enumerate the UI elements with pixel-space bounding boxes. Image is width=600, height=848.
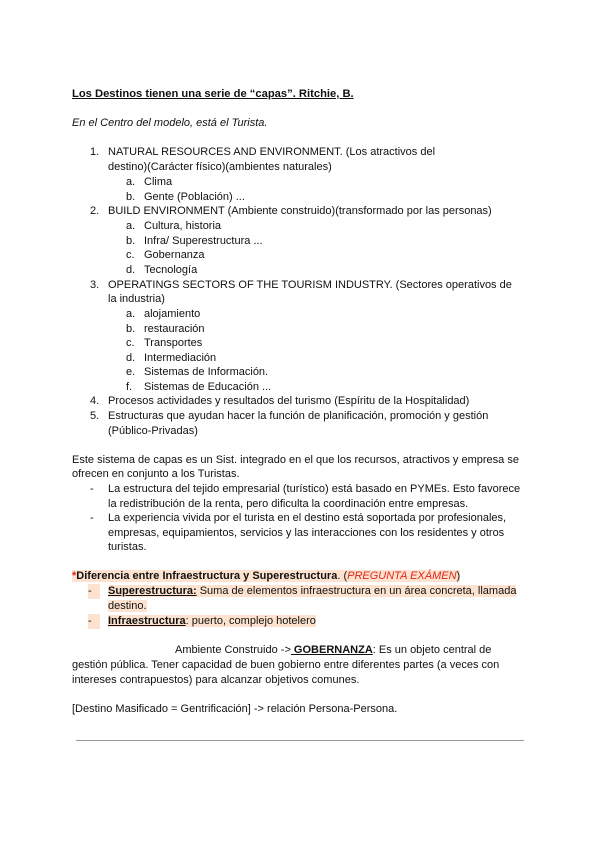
list-item-text: destino)(Carácter físico)(ambientes naturales) [108, 161, 332, 173]
list-item-text: (Público-Privadas) [108, 425, 198, 437]
sub-item-letter: b. [126, 235, 136, 247]
asterisk: * [72, 570, 77, 582]
sub-item-text: Sistemas de Información. [144, 366, 269, 378]
sub-item-letter: c. [126, 337, 135, 349]
bullet-mark: - [90, 483, 94, 495]
sub-item-text: Gente (Población) ... [144, 191, 245, 203]
bullet-text: La estructura del tejido empresarial (turístico) está basado en PYMEs. Esto favorece [108, 483, 521, 495]
sub-item-text: Cultura, historia [144, 220, 222, 232]
infraestructura-line [108, 614, 316, 629]
gobernanza-line-3: intereses contrapuestos) para alcanzar objetivos comunes. [72, 674, 360, 686]
list-item-text: BUILD ENVIRONMENT (Ambiente construido)(transformado por las personas) [108, 205, 492, 217]
superestructura-def-cont: destino. [108, 600, 147, 612]
infraestructura-def: : puerto, complejo hotelero [185, 615, 316, 627]
bullet-text: la redistribución de la renta, pero dificulta la coordinación entre empresas. [108, 498, 469, 510]
sub-item-letter: e. [126, 366, 136, 378]
sub-item-text: Transportes [144, 337, 203, 349]
sub-item-letter: a. [126, 308, 136, 320]
document-title: Los Destinos tienen una serie de “capas”. Ritchie, B. [72, 88, 354, 100]
paren-open: ( [340, 570, 348, 582]
sub-item-letter: d. [126, 264, 136, 276]
gobernanza-line-2: gestión pública. Tener capacidad de buen gobierno entre diferentes partes (a veces con [72, 659, 500, 671]
superestructura-line-2 [108, 599, 147, 614]
list-item-number: 4. [90, 395, 100, 407]
system-paragraph-line: ofrecen en conjunto a los Turistas. [72, 468, 240, 480]
sub-item-text: Sistemas de Educación ... [144, 381, 272, 393]
superestructura-def: Suma de elementos infraestructura en un área concreta, llamada [196, 585, 517, 597]
sub-item-text: restauración [144, 323, 205, 335]
sub-item-text: alojamiento [144, 308, 201, 320]
bullet-mark: - [90, 512, 94, 524]
gobernanza-post: : Es un objeto central de [372, 644, 492, 656]
sub-item-text: Infra/ Superestructura ... [144, 235, 263, 247]
gobernanza-line-1 [175, 643, 491, 658]
heading-dot: . [337, 570, 341, 582]
list-item-text: Procesos actividades y resultados del turismo (Espíritu de la Hospitalidad) [108, 395, 470, 407]
sub-item-letter: a. [126, 176, 136, 188]
difference-heading-line [72, 569, 460, 584]
intro-line: En el Centro del modelo, está el Turista. [72, 117, 268, 129]
superestructura-term: Superestructura: [108, 585, 197, 597]
list-item-text: NATURAL RESOURCES AND ENVIRONMENT. (Los atractivos del [108, 146, 436, 158]
exam-tag: PREGUNTA EXÁMEN [347, 570, 457, 582]
list-item-text: Estructuras que ayudan hacer la función de planificación, promoción y gestión [108, 410, 489, 422]
difference-heading: Diferencia entre Infraestructura y Superestructura [76, 570, 338, 582]
masificado-line: [Destino Masificado = Gentrificación] -> relación Persona-Persona. [72, 703, 398, 715]
bullet-text: La experiencia vivida por el turista en el destino está soportada por profesionales, [108, 512, 507, 524]
sub-item-letter: f. [126, 381, 133, 393]
gobernanza-term: GOBERNANZA [290, 644, 373, 656]
superestructura-line [108, 584, 516, 599]
list-item-text: la industria) [108, 293, 165, 305]
list-item-number: 1. [90, 146, 100, 158]
sub-item-letter: c. [126, 249, 135, 261]
sub-item-letter: b. [126, 191, 136, 203]
list-item-text: OPERATINGS SECTORS OF THE TOURISM INDUSTRY. (Sectores operativos de [108, 279, 512, 291]
system-paragraph-line: Este sistema de capas es un Sist. integrado en el que los recursos, atractivos y empresa se [72, 454, 519, 466]
paren-close: ) [456, 570, 461, 582]
sub-item-text: Clima [144, 176, 173, 188]
bullet-text: empresas, equipamientos, servicios y las interacciones con los residentes y otros [108, 527, 505, 539]
infraestructura-term: Infraestructura [108, 615, 186, 627]
bullet-text: turistas. [108, 541, 147, 553]
list-item-number: 5. [90, 410, 100, 422]
sub-item-letter: a. [126, 220, 136, 232]
horizontal-divider [76, 740, 524, 741]
sub-item-text: Intermediación [144, 352, 217, 364]
gobernanza-pre: Ambiente Construido -> [175, 644, 291, 656]
bullet-mark: - [88, 614, 100, 629]
sub-item-text: Gobernanza [144, 249, 205, 261]
bullet-mark: - [88, 584, 100, 599]
list-item-number: 3. [90, 279, 100, 291]
sub-item-letter: d. [126, 352, 136, 364]
list-item-number: 2. [90, 205, 100, 217]
sub-item-letter: b. [126, 323, 136, 335]
sub-item-text: Tecnología [144, 264, 198, 276]
